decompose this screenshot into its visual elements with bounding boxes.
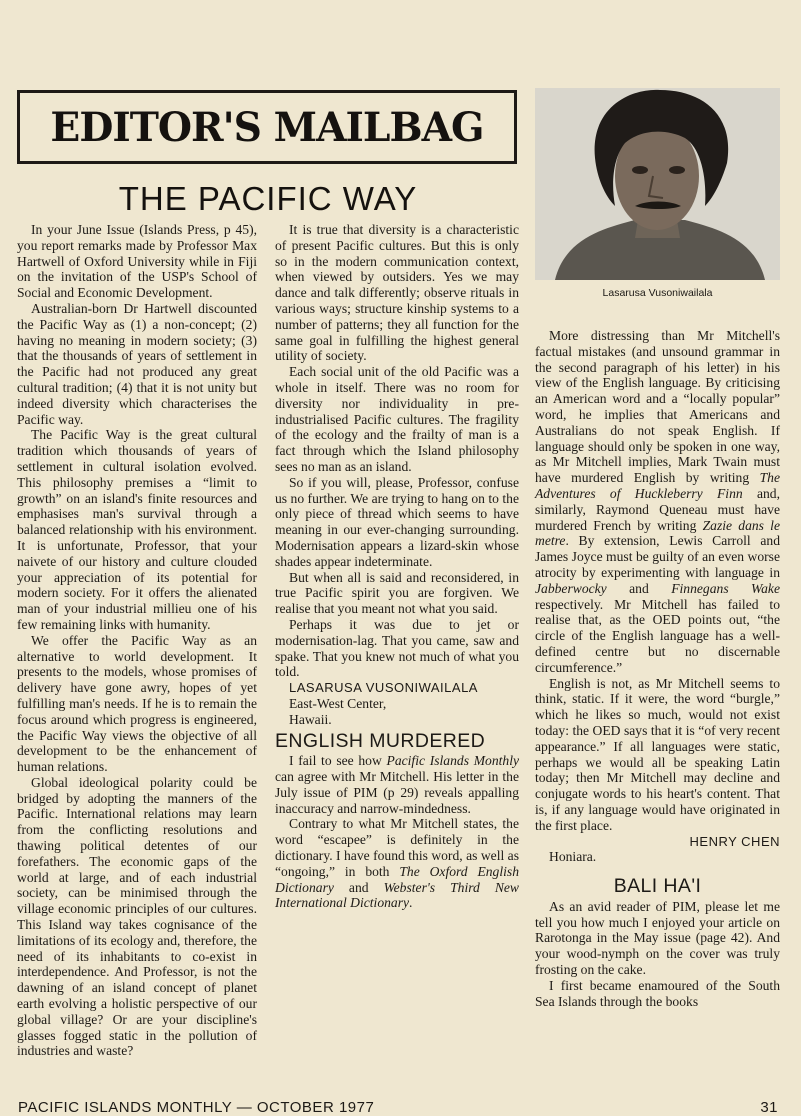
address-line: East-West Center, bbox=[289, 695, 387, 711]
portrait-photo bbox=[535, 88, 780, 280]
paragraph: Perhaps it was due to jet or modernisation-lag. That you came, saw and spake. That you knew not much of what you told. bbox=[275, 616, 519, 680]
publication-title: Pacific Islands Monthly bbox=[386, 753, 519, 769]
text-column-1 bbox=[17, 222, 257, 1059]
paragraph: I first became enamoured of the South Sea Islands through the books bbox=[535, 977, 780, 1009]
text-column-2 bbox=[275, 222, 519, 911]
paragraph: Australian-born Dr Hartwell discounted the Pacific Way as (1) a non-concept; (2) having no meaning in modern society; (3) that the thousands of years of settlement in the Pacific had not produced any great cultural tradition; (4) that it is not unity but indeed diversity which characterises the Pacific way. bbox=[17, 300, 257, 427]
book-title: Webster's Third New International Dictionary bbox=[275, 879, 519, 911]
bali-hai-heading: BALI HA'I bbox=[613, 875, 702, 898]
paragraph: English is not, as Mr Mitchell seems to think, static. If it were, the word “burgle,” which he likes so much, would not exist today: the OED says that it is “of very recent appearance.” If all languages were static, perhaps we would all be speaking Latin today; then Mr Mitchell may decline and conjugate words to his heart's content. That is, if any language would have originated in the first place. bbox=[535, 675, 780, 833]
portrait-image bbox=[535, 88, 780, 280]
footer-publication: PACIFIC ISLANDS MONTHLY — OCTOBER 1977 bbox=[18, 1099, 375, 1116]
page-footer bbox=[18, 1099, 788, 1116]
book-title: The Oxford English Dictionary bbox=[275, 863, 519, 895]
photo-caption: Lasarusa Vusoniwailala bbox=[602, 287, 713, 299]
paragraph: Each social unit of the old Pacific was a whole in itself. There was no room for diversity nor individuality in pre-industrialised Pacific cultures. The fragility of the ecology and the frailty of man is a fact through which the Island philosophy sees no man as an island. bbox=[275, 364, 519, 474]
paragraph: More distressing than Mr Mitchell's factual mistakes (and unsound grammar in the second paragraph of his letter) in his view of the English language. By criticising an American word and a “locally popular” word, he implies that Americans and Australians do not speak English. If language should only be spoken in one way, as Mr Mitchell implies, Mark Twain must have murdered English by writing The Adventures of Huckleberry Finn and, similarly, Raymond Queneau must have murdered French by writing Zazie dans le metre. By extension, Lewis Carroll and James Joyce must be guilty of an even worse atrocity by experimenting with language in Jabberwocky and Finnegans Wake respectively. Mr Mitchell has failed to realise that, as the OED points out, “the circle of the English language has a well-defined centre but no discernable circumference.” bbox=[535, 328, 780, 675]
text-column-3 bbox=[535, 328, 780, 1009]
paragraph: In your June Issue (Islands Press, p 45), you report remarks made by Professor Max Hartwell of Oxford University while in Fiji on the invitation of the USP's School of Social and Economic Development. bbox=[17, 222, 257, 301]
paragraph: The Pacific Way is the great cultural tradition which thousands of years of settlement in cultural isolation evolved. This philosophy premises a “limit to growth” on an island's finite resources and emphasises man's survival through a balanced relationship with his environment. It is unfortunate, Professor, that your naivete of our history and culture clouded your appreciation of its potential for modern society. For it offers the alienated man of your industrial millieu one of his few remaining links with humanity. bbox=[17, 427, 257, 632]
book-title: The Adventures of Huckleberry Finn bbox=[535, 470, 780, 501]
book-title: Zazie dans le metre bbox=[535, 517, 780, 549]
address-line: Hawaii. bbox=[289, 711, 332, 727]
paragraph: I fail to see how Pacific Islands Monthly can agree with Mr Mitchell. His letter in the July issue of PIM (p 29) reveals appalling inaccuracy and narrow-mindedness. bbox=[275, 753, 519, 816]
book-title: Jabberwocky bbox=[535, 580, 607, 596]
address-line: Honiara. bbox=[549, 849, 597, 865]
paragraph: But when all is said and reconsidered, in true Pacific spirit you are forgiven. We realise that you meant not what you said. bbox=[275, 569, 519, 617]
paragraph: We offer the Pacific Way as an alternative to world development. It presents to the models, whose promises of delivery have gone awry, hopes of yet fulfilling man's needs. If he is to remain the focus around which progress is engineered, the Pacific Way views the objective of all development to be the enhancement of human relations. bbox=[17, 632, 257, 775]
signature-lasarusa: LASARUSA VUSONIWAILALA bbox=[289, 680, 478, 696]
paragraph: Contrary to what Mr Mitchell states, the word “escapee” is definitely in the dictionary. I have found this word, as well as “ongoing,” in both The Oxford English Dictionary and Webster's Third New International Dictionary. bbox=[275, 816, 519, 911]
paragraph: So if you will, please, Professor, confuse us no further. We are trying to hang on to the only piece of thread which seems to have meaning in our ever-changing surrounding. Modernisation appears a lizard-skin whose shades appear indeterminate. bbox=[275, 474, 519, 569]
section-masthead bbox=[17, 90, 517, 164]
masthead-title: EDITOR'S MAILBAG bbox=[50, 103, 484, 151]
letter-headline: THE PACIFIC WAY bbox=[118, 180, 418, 217]
paragraph: It is true that diversity is a characteristic of present Pacific cultures. But this is only so in the modern communication context, when viewed by outsiders. Yes we may dance and talk differently; observe rituals in various ways; structure kinship systems to a number of patterns; they all function for the same goal in fulfilling the highest general utility of society. bbox=[275, 222, 519, 364]
english-murdered-heading: ENGLISH MURDERED bbox=[275, 729, 486, 752]
paragraph: Global ideological polarity could be bridged by adopting the manners of the Pacific. International relations may learn from the conflicting resolutions and thawing political detentes of our forefathers. The economic gaps of the world at large, and of each industrial society, can be minimised through the village economic principles of our cultures. This Island way takes cognisance of the limitations of its ecology and, therefore, the need of its inhabitants to co-exist in interdependence. And Professor, is not the dawning of an island concept of planet earth evolving a holistic perspective of our global village? Or are your discipline's glasses fogged static in the pollution of industries and waste? bbox=[17, 774, 257, 1059]
paragraph: As an avid reader of PIM, please let me tell you how much I enjoyed your article on Rarotonga in the May issue (page 42). And your wood-nymph on the cover was truly frosting on the cake. bbox=[535, 898, 780, 978]
page-number: 31 bbox=[760, 1099, 778, 1116]
signature-henry-chen: HENRY CHEN bbox=[689, 833, 780, 849]
book-title: Finnegans Wake bbox=[671, 580, 780, 596]
